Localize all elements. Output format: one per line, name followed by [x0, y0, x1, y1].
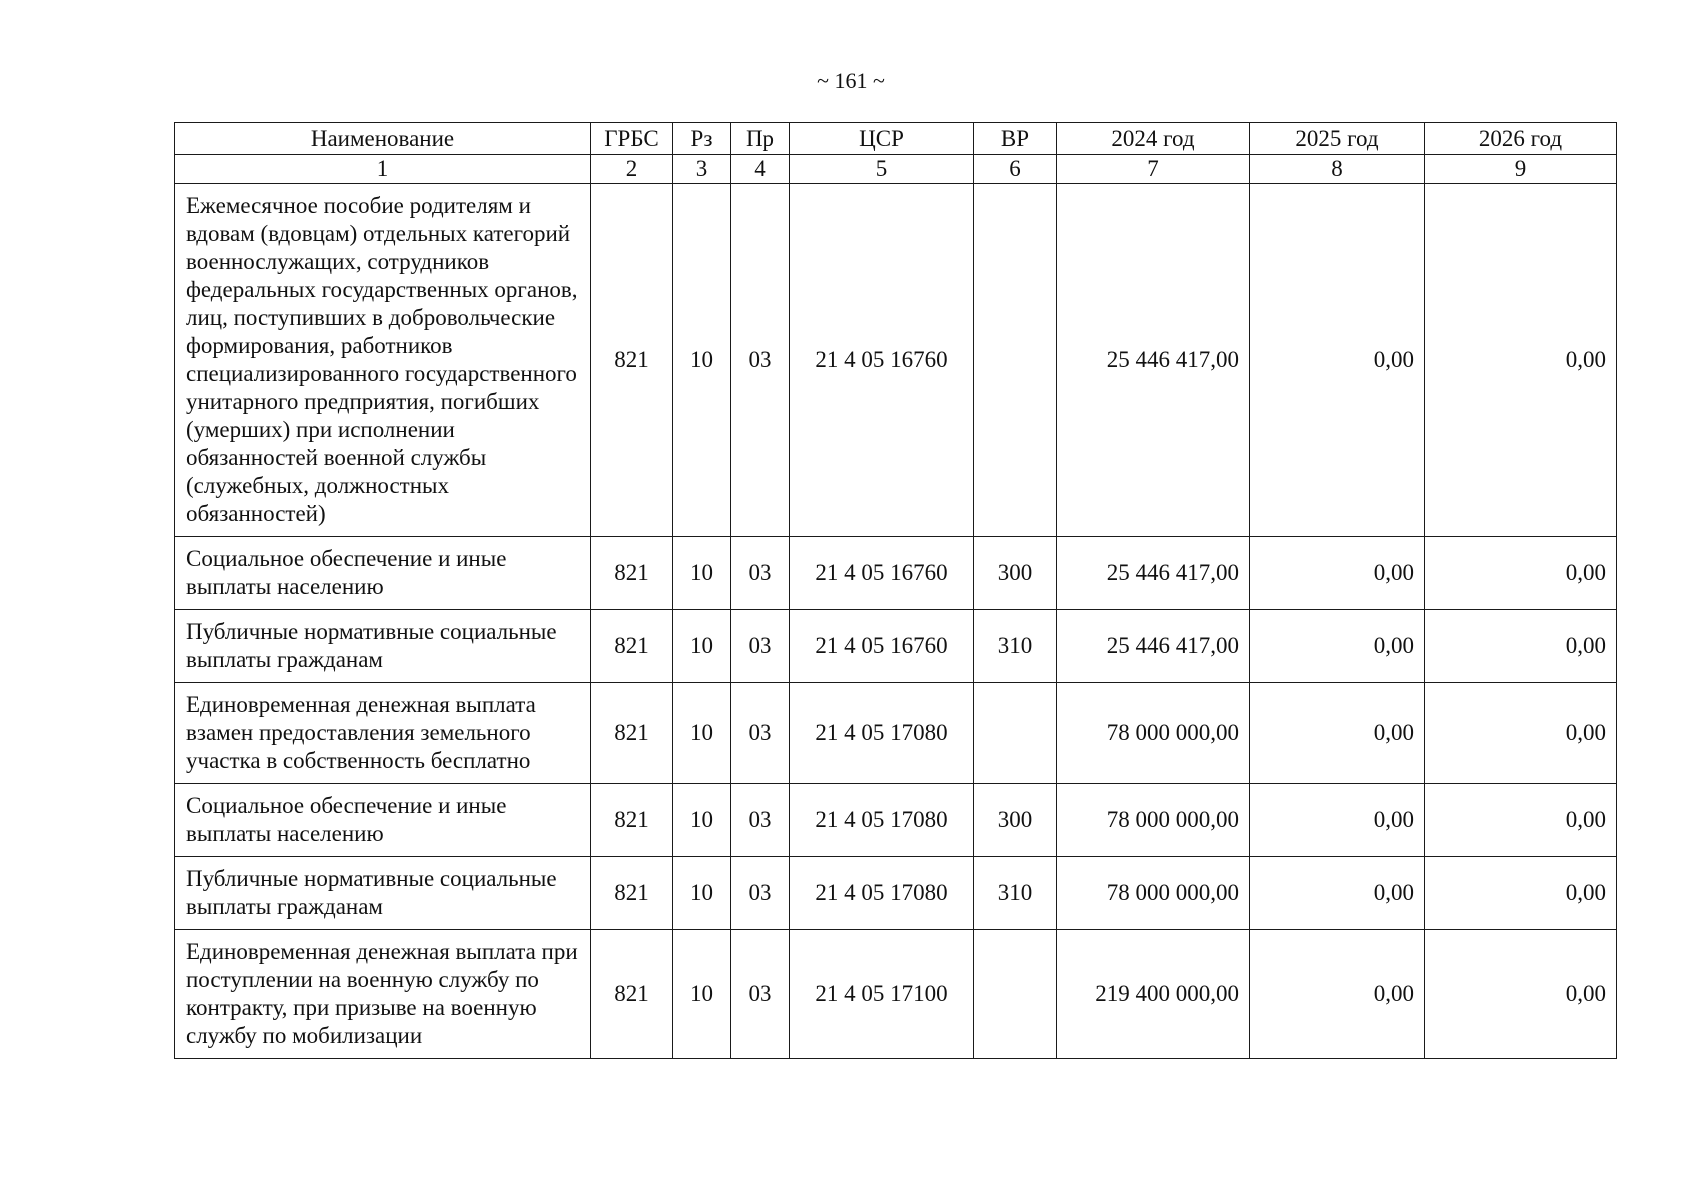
row-grbs: 821: [591, 784, 673, 857]
row-rz: 10: [673, 537, 731, 610]
row-2025: 0,00: [1250, 537, 1425, 610]
column-number-row: [175, 155, 1617, 184]
row-rz: 10: [673, 784, 731, 857]
column-number: 1: [175, 155, 591, 184]
row-grbs: 821: [591, 537, 673, 610]
row-csr: 21 4 05 17080: [790, 857, 974, 930]
row-pr: 03: [731, 683, 790, 784]
row-rz: 10: [673, 857, 731, 930]
page-number: ~ 161 ~: [817, 68, 885, 93]
row-2025: 0,00: [1250, 610, 1425, 683]
row-name: Социальное обеспечение и иные выплаты населению: [175, 537, 591, 610]
header-2024: 2024 год: [1057, 123, 1250, 155]
row-rz: 10: [673, 610, 731, 683]
row-vr: 310: [974, 857, 1057, 930]
row-2026: 0,00: [1425, 683, 1617, 784]
row-2024: 78 000 000,00: [1057, 857, 1250, 930]
table-row: [175, 784, 1617, 857]
table-row: [175, 537, 1617, 610]
row-name: Единовременная денежная выплата взамен предоставления земельного участка в собственность бесплатно: [175, 683, 591, 784]
row-pr: 03: [731, 537, 790, 610]
row-2025: 0,00: [1250, 683, 1425, 784]
row-vr: [974, 930, 1057, 1059]
column-number: 9: [1425, 155, 1617, 184]
row-2024: 25 446 417,00: [1057, 184, 1250, 537]
row-name: Социальное обеспечение и иные выплаты населению: [175, 784, 591, 857]
header-2026: 2026 год: [1425, 123, 1617, 155]
row-rz: 10: [673, 683, 731, 784]
row-grbs: 821: [591, 683, 673, 784]
column-number: 5: [790, 155, 974, 184]
row-2026: 0,00: [1425, 930, 1617, 1059]
row-csr: 21 4 05 17080: [790, 784, 974, 857]
row-vr: [974, 184, 1057, 537]
row-2026: 0,00: [1425, 610, 1617, 683]
header-vr: ВР: [974, 123, 1057, 155]
row-vr: [974, 683, 1057, 784]
row-rz: 10: [673, 184, 731, 537]
row-name: Ежемесячное пособие родителям и вдовам (вдовцам) отдельных категорий военнослужащих, сотрудников федеральных государственных органов, лиц, поступивших в добровольческие формирования, работников специализированного государственного унитарного предприятия, погибших (умерших) при исполнении обязанностей военной службы (служебных, должностных обязанностей): [175, 184, 591, 537]
row-csr: 21 4 05 16760: [790, 610, 974, 683]
header-2025: 2025 год: [1250, 123, 1425, 155]
row-vr: 300: [974, 784, 1057, 857]
row-name: Единовременная денежная выплата при поступлении на военную службу по контракту, при призыве на военную службу по мобилизации: [175, 930, 591, 1059]
header-csr: ЦСР: [790, 123, 974, 155]
row-2025: 0,00: [1250, 857, 1425, 930]
header-rz: Рз: [673, 123, 731, 155]
column-number: 7: [1057, 155, 1250, 184]
row-pr: 03: [731, 784, 790, 857]
column-number: 8: [1250, 155, 1425, 184]
column-number: 2: [591, 155, 673, 184]
row-csr: 21 4 05 16760: [790, 184, 974, 537]
row-csr: 21 4 05 17100: [790, 930, 974, 1059]
row-2026: 0,00: [1425, 184, 1617, 537]
row-2025: 0,00: [1250, 784, 1425, 857]
column-number: 6: [974, 155, 1057, 184]
column-number: 3: [673, 155, 731, 184]
table-row: [175, 184, 1617, 537]
header-name: Наименование: [175, 123, 591, 155]
header-pr: Пр: [731, 123, 790, 155]
row-2025: 0,00: [1250, 184, 1425, 537]
row-grbs: 821: [591, 184, 673, 537]
row-grbs: 821: [591, 610, 673, 683]
budget-table: [174, 122, 1617, 1059]
column-number: 4: [731, 155, 790, 184]
row-rz: 10: [673, 930, 731, 1059]
row-pr: 03: [731, 930, 790, 1059]
header-row: [175, 123, 1617, 155]
row-2026: 0,00: [1425, 784, 1617, 857]
row-vr: 300: [974, 537, 1057, 610]
row-2026: 0,00: [1425, 537, 1617, 610]
row-name: Публичные нормативные социальные выплаты гражданам: [175, 610, 591, 683]
row-csr: 21 4 05 17080: [790, 683, 974, 784]
row-grbs: 821: [591, 857, 673, 930]
row-2024: 78 000 000,00: [1057, 784, 1250, 857]
row-csr: 21 4 05 16760: [790, 537, 974, 610]
row-pr: 03: [731, 610, 790, 683]
row-pr: 03: [731, 857, 790, 930]
row-pr: 03: [731, 184, 790, 537]
row-2024: 78 000 000,00: [1057, 683, 1250, 784]
row-2024: 219 400 000,00: [1057, 930, 1250, 1059]
row-vr: 310: [974, 610, 1057, 683]
row-name: Публичные нормативные социальные выплаты гражданам: [175, 857, 591, 930]
table-row: [175, 683, 1617, 784]
row-2026: 0,00: [1425, 857, 1617, 930]
row-2024: 25 446 417,00: [1057, 537, 1250, 610]
row-grbs: 821: [591, 930, 673, 1059]
header-grbs: ГРБС: [591, 123, 673, 155]
table-row: [175, 857, 1617, 930]
table-row: [175, 930, 1617, 1059]
row-2024: 25 446 417,00: [1057, 610, 1250, 683]
table-row: [175, 610, 1617, 683]
row-2025: 0,00: [1250, 930, 1425, 1059]
